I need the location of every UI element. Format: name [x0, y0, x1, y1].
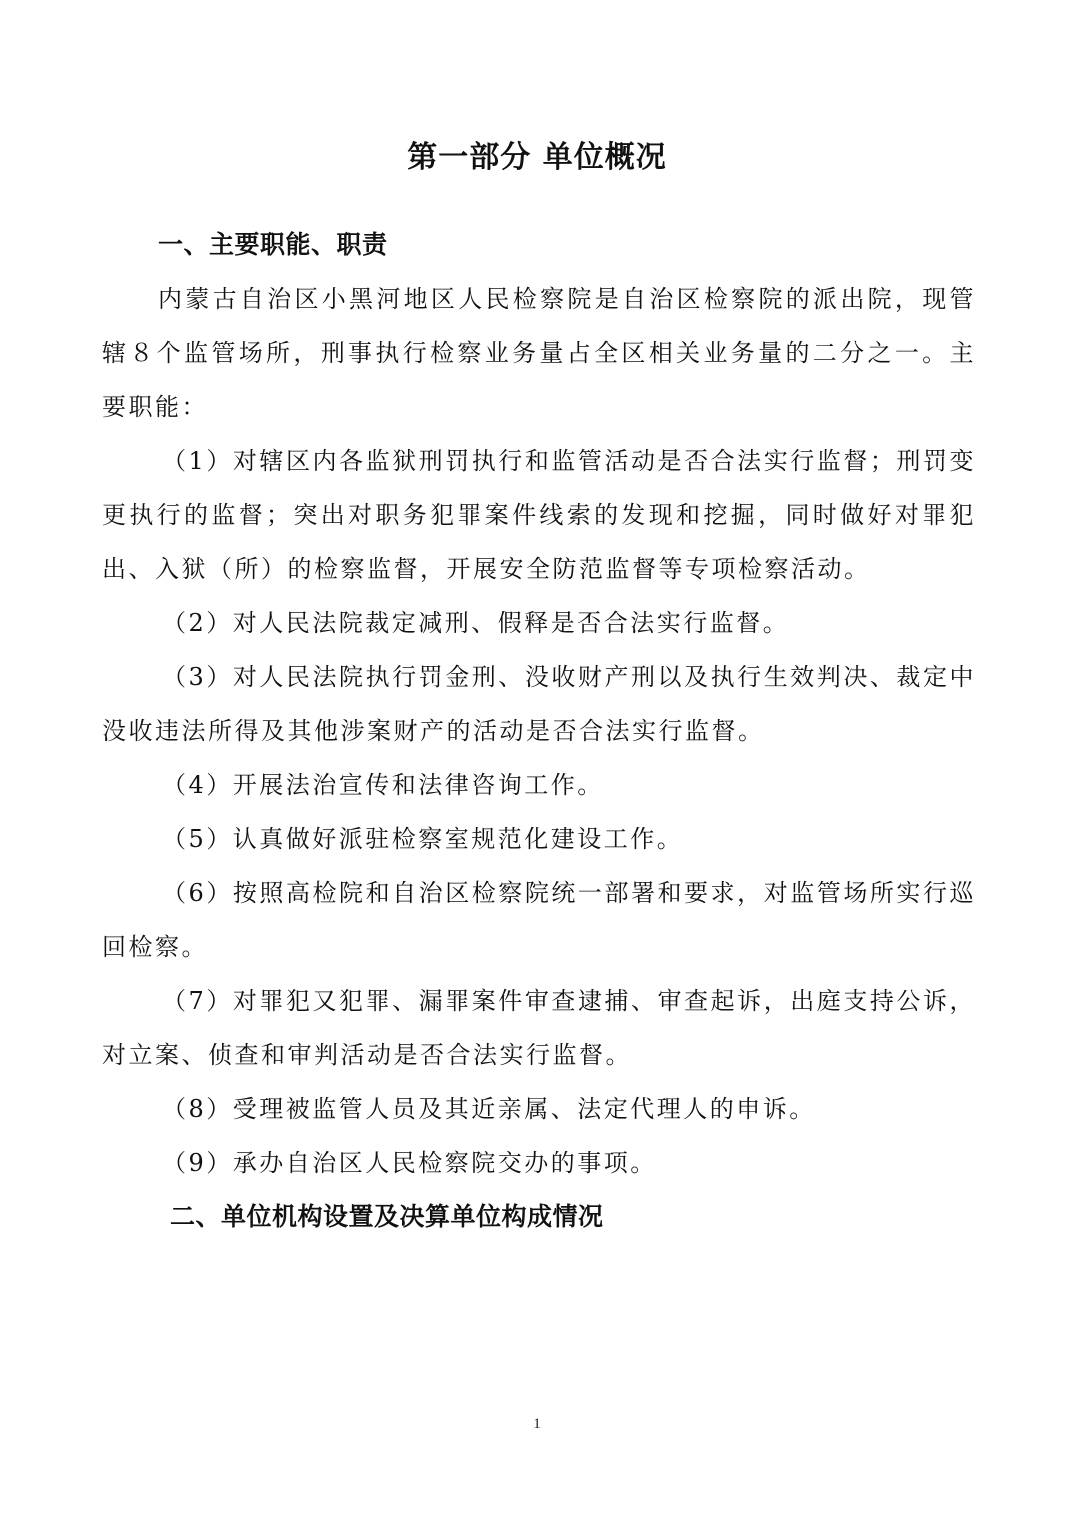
list-item: （3）对人民法院执行罚金刑、没收财产刑以及执行生效判决、裁定中没收违法所得及其他涉案财产的活动是否合法实行监督。 — [102, 663, 976, 745]
list-item: （6）按照高检院和自治区检察院统一部署和要求，对监管场所实行巡回检察。 — [102, 879, 976, 961]
list-item: （5）认真做好派驻检察室规范化建设工作。 — [162, 825, 684, 853]
list-item: （8）受理被监管人员及其近亲属、法定代理人的申诉。 — [162, 1095, 816, 1123]
list-item: （4）开展法治宣传和法律咨询工作。 — [162, 771, 604, 799]
list-item: （9）承办自治区人民检察院交办的事项。 — [162, 1149, 657, 1177]
list-item: （7）对罪犯又犯罪、漏罪案件审查逮捕、审查起诉，出庭支持公诉，对立案、侦查和审判活动是否合法实行监督。 — [102, 987, 976, 1069]
page-number: 1 — [533, 1416, 541, 1432]
document-body — [102, 218, 976, 1244]
section-intro-paragraph: 内蒙古自治区小黑河地区人民检察院是自治区检察院的派出院，现管辖８个监管场所，刑事执行检察业务量占全区相关业务量的二分之一。主要职能： — [102, 285, 976, 421]
section-heading-organization: 二、单位机构设置及决算单位构成情况 — [170, 1202, 604, 1231]
list-item: （2）对人民法院裁定减刑、假释是否合法实行监督。 — [162, 609, 790, 637]
list-item: （1）对辖区内各监狱刑罚执行和监管活动是否合法实行监督；刑罚变更执行的监督；突出对职务犯罪案件线索的发现和挖掘，同时做好对罪犯出、入狱（所）的检察监督，开展安全防范监督等专项检察活动。 — [102, 447, 976, 583]
page-title: 第一部分 单位概况 — [407, 140, 667, 175]
section-heading-functions: 一、主要职能、职责 — [158, 230, 388, 259]
